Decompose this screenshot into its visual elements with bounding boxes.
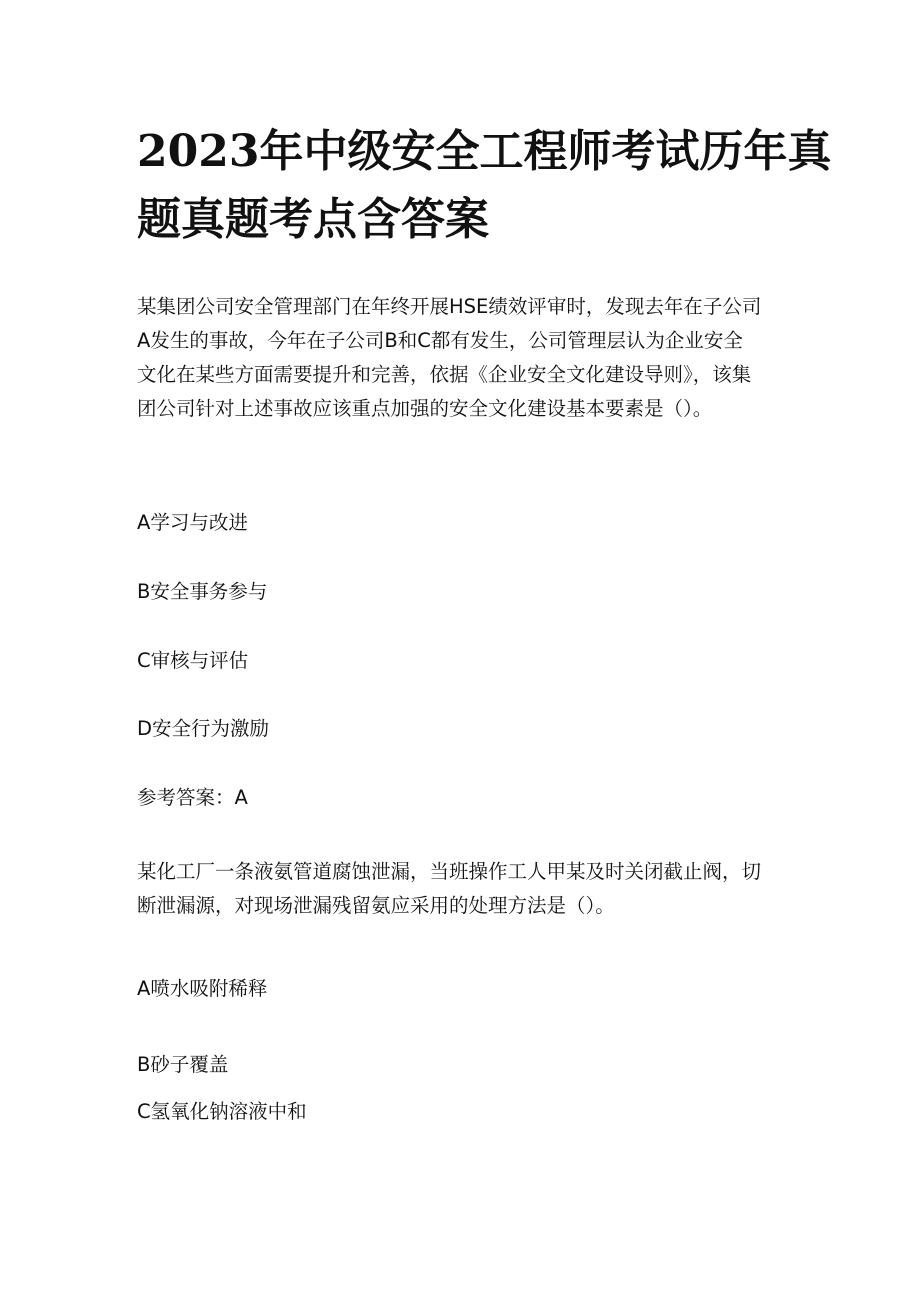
question-2-option-a: A喷水吸附稀释 — [137, 977, 268, 1000]
question-2-stem-line: 某化工厂一条液氨管道腐蚀泄漏，当班操作工人甲某及时关闭截止阀，切 — [137, 860, 762, 883]
question-1-answer: 参考答案：A — [137, 786, 248, 809]
question-2-option-b: B砂子覆盖 — [137, 1053, 229, 1076]
question-2-option-c: C氢氧化钠溶液中和 — [137, 1100, 307, 1123]
title-line-2: 题真题考点含答案 — [137, 194, 489, 245]
question-1-option-a: A学习与改进 — [137, 511, 248, 534]
title-line-1: 2023年中级安全工程师考试历年真 — [137, 126, 832, 177]
question-1-stem-line: 团公司针对上述事故应该重点加强的安全文化建设基本要素是（）。 — [137, 397, 713, 420]
document-title — [137, 118, 832, 254]
question-2-stem — [137, 855, 797, 923]
question-1-option-c: C审核与评估 — [137, 649, 249, 672]
question-1-option-d: D安全行为激励 — [137, 717, 270, 740]
question-1-stem-line: A发生的事故，今年在子公司B和C都有发生，公司管理层认为企业安全 — [137, 329, 743, 352]
question-1-stem-line: 某集团公司安全管理部门在年终开展HSE绩效评审时，发现去年在子公司 — [137, 295, 762, 318]
question-1-stem — [137, 290, 797, 426]
question-1-stem-line: 文化在某些方面需要提升和完善，依据《企业安全文化建设导则》，该集 — [137, 363, 752, 386]
question-2-stem-line: 断泄漏源，对现场泄漏残留氨应采用的处理方法是（）。 — [137, 894, 615, 917]
question-1-option-b: B安全事务参与 — [137, 580, 268, 603]
